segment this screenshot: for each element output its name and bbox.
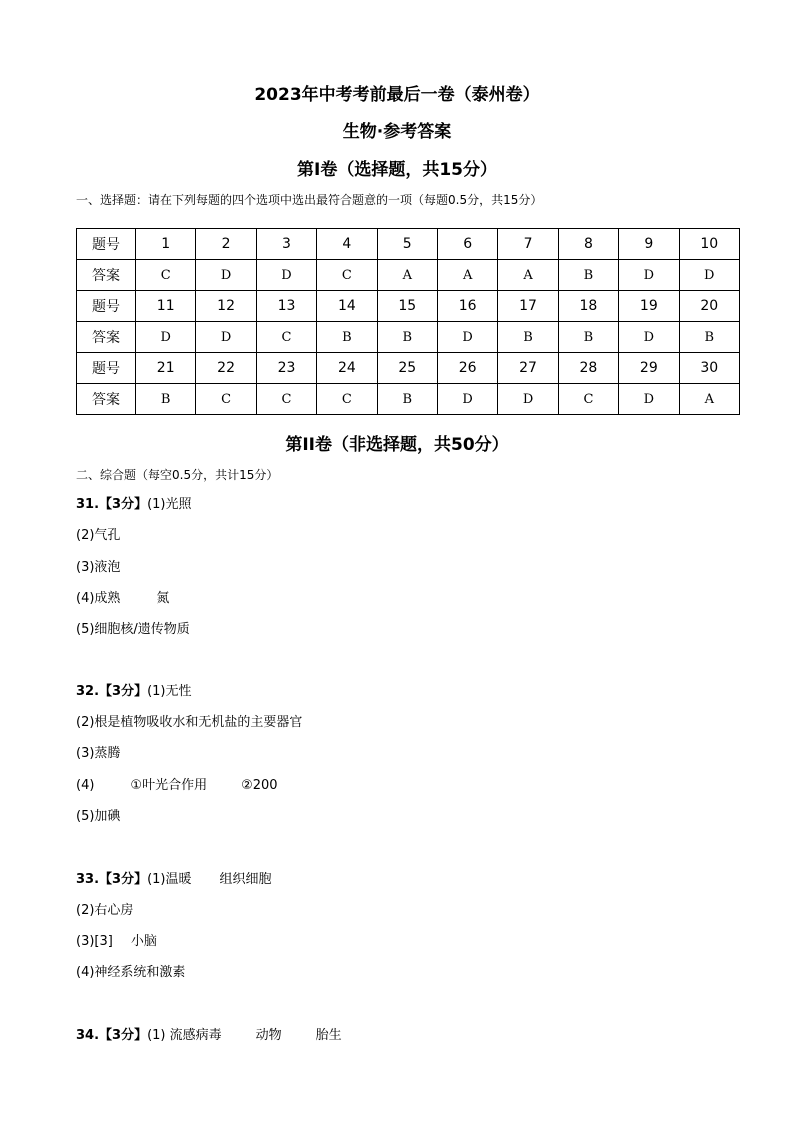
q31-answer-4a: (4)成熟: [76, 591, 121, 606]
answer-cell: C: [196, 384, 256, 415]
question-number-cell: 19: [619, 291, 679, 322]
question-number-cell: 28: [558, 353, 618, 384]
answer-cell: A: [679, 384, 739, 415]
answer-label-cell: 答案: [77, 322, 136, 353]
q31-answer-5: (5)细胞核/遗传物质: [76, 622, 190, 637]
answer-cell: B: [498, 322, 558, 353]
q32-line4: [76, 774, 278, 793]
question-number-cell: 3: [256, 229, 316, 260]
q33-answer-2: (2)右心房: [76, 903, 134, 918]
answer-row: [77, 260, 740, 291]
question-number-cell: 24: [317, 353, 377, 384]
part2-note: 二、综合题（每空0.5分，共计15分）: [76, 468, 279, 482]
question-number-cell: 12: [196, 291, 256, 322]
page-subtitle: 生物·参考答案: [342, 122, 452, 142]
q34-answer-1a: (1) 流感病毒: [147, 1028, 222, 1043]
answer-cell: B: [558, 260, 618, 291]
q33-line3: [76, 930, 157, 949]
answer-cell: A: [437, 260, 497, 291]
answer-cell: B: [377, 384, 437, 415]
answer-cell: A: [377, 260, 437, 291]
q31-line1: [76, 493, 192, 512]
q31-head: 31.【3分】: [76, 497, 148, 512]
question-number-cell: 14: [317, 291, 377, 322]
answer-cell: D: [256, 260, 316, 291]
answer-cell: B: [317, 322, 377, 353]
q33-line1: [76, 868, 272, 887]
q31-line4: [76, 587, 169, 606]
answer-cell: D: [437, 322, 497, 353]
q32-head: 32.【3分】: [76, 684, 148, 699]
question-number-cell: 9: [619, 229, 679, 260]
q33-answer-4: (4)神经系统和激素: [76, 965, 186, 980]
q31-answer-1: (1)光照: [147, 497, 192, 512]
answer-label-cell: 答案: [77, 260, 136, 291]
question-number-row: [77, 291, 740, 322]
question-label-cell: 题号: [77, 353, 136, 384]
q31-answer-2: (2)气孔: [76, 528, 121, 543]
question-number-cell: 10: [679, 229, 739, 260]
answer-cell: B: [558, 322, 618, 353]
question-number-cell: 2: [196, 229, 256, 260]
part2-title: 第II卷（非选择题，共50分）: [285, 435, 509, 455]
question-number-cell: 8: [558, 229, 618, 260]
q33-answer-1b: 组织细胞: [219, 872, 272, 887]
q34-answer-1b: 动物: [255, 1028, 282, 1043]
answer-cell: D: [679, 260, 739, 291]
answer-cell: B: [679, 322, 739, 353]
answer-cell: D: [619, 260, 679, 291]
question-number-cell: 27: [498, 353, 558, 384]
question-number-cell: 22: [196, 353, 256, 384]
question-number-cell: 11: [136, 291, 196, 322]
question-number-cell: 5: [377, 229, 437, 260]
question-label-cell: 题号: [77, 229, 136, 260]
question-number-cell: 17: [498, 291, 558, 322]
part1-note: 一、选择题：请在下列每题的四个选项中选出最符合题意的一项（每题0.5分，共15分）: [76, 193, 543, 207]
answer-cell: D: [196, 260, 256, 291]
question-number-cell: 7: [498, 229, 558, 260]
q34-line1: [76, 1024, 342, 1043]
question-number-cell: 29: [619, 353, 679, 384]
answer-cell: D: [196, 322, 256, 353]
question-number-cell: 25: [377, 353, 437, 384]
answer-cell: A: [498, 260, 558, 291]
q33-answer-3a: (3)[3]: [76, 934, 113, 949]
q34-answer-1c: 胎生: [315, 1028, 342, 1043]
question-number-cell: 6: [437, 229, 497, 260]
answer-cell: D: [136, 322, 196, 353]
q32-answer-2: (2)根是植物吸收水和无机盐的主要器官: [76, 715, 303, 730]
question-number-cell: 18: [558, 291, 618, 322]
q33-answer-3b: 小脑: [130, 934, 157, 949]
answer-cell: C: [317, 384, 377, 415]
q32-answer-4a: (4): [76, 778, 95, 793]
question-number-cell: 23: [256, 353, 316, 384]
q32-answer-3: (3)蒸腾: [76, 746, 121, 761]
question-number-cell: 26: [437, 353, 497, 384]
question-label-cell: 题号: [77, 291, 136, 322]
q34-head: 34.【3分】: [76, 1028, 148, 1043]
question-number-cell: 1: [136, 229, 196, 260]
question-number-cell: 20: [679, 291, 739, 322]
q31-answer-3: (3)液泡: [76, 560, 121, 575]
question-number-row: [77, 229, 740, 260]
answer-row: [77, 384, 740, 415]
answer-cell: D: [437, 384, 497, 415]
q32-answer-4c: ②200: [241, 778, 278, 793]
question-number-cell: 21: [136, 353, 196, 384]
answer-cell: B: [377, 322, 437, 353]
q32-answer-4b: ①叶光合作用: [130, 778, 208, 793]
answer-table: [76, 228, 740, 415]
answer-cell: C: [317, 260, 377, 291]
question-number-cell: 15: [377, 291, 437, 322]
question-number-row: [77, 353, 740, 384]
q32-answer-5: (5)加碘: [76, 809, 121, 824]
answer-cell: C: [136, 260, 196, 291]
answer-cell: D: [619, 322, 679, 353]
answer-cell: C: [256, 322, 316, 353]
page-title: 2023年中考考前最后一卷（泰州卷）: [254, 85, 540, 105]
question-number-cell: 13: [256, 291, 316, 322]
question-number-cell: 16: [437, 291, 497, 322]
q31-answer-4b: 氮: [156, 591, 170, 606]
part1-title: 第I卷（选择题，共15分）: [297, 160, 497, 180]
answer-cell: C: [256, 384, 316, 415]
answer-cell: C: [558, 384, 618, 415]
answer-cell: D: [619, 384, 679, 415]
question-number-cell: 30: [679, 353, 739, 384]
answer-cell: D: [498, 384, 558, 415]
answer-label-cell: 答案: [77, 384, 136, 415]
question-number-cell: 4: [317, 229, 377, 260]
q32-line1: [76, 680, 192, 699]
q32-answer-1: (1)无性: [147, 684, 192, 699]
answer-cell: B: [136, 384, 196, 415]
q33-answer-1a: (1)温暖: [147, 872, 192, 887]
answer-row: [77, 322, 740, 353]
q33-head: 33.【3分】: [76, 872, 148, 887]
